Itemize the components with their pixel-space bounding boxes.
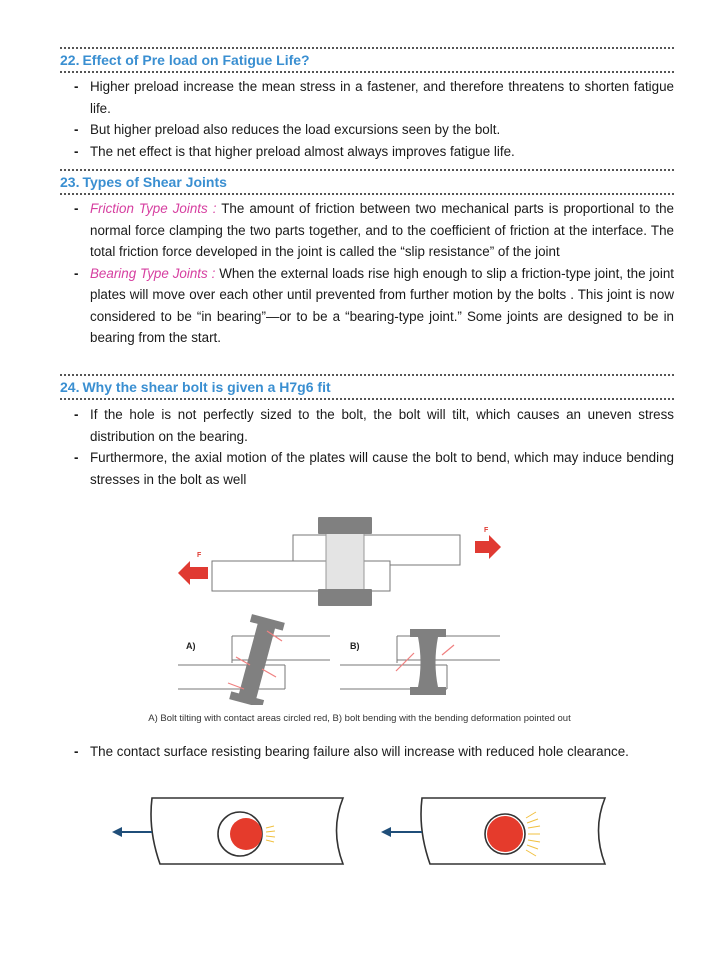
bolt-head	[318, 517, 372, 534]
bullet-item: - Higher preload increase the mean stress in a fastener, and therefore threatens to shorten fatigue life.	[74, 76, 674, 119]
bullet-item: - But higher preload also reduces the load excursions seen by the bolt.	[74, 119, 674, 141]
bearing-joint-term: Bearing Type Joints :	[90, 265, 216, 281]
bullet-item: - Furthermore, the axial motion of the plates will cause the bolt to bend, which may induce bending stresses in the bolt as well	[74, 447, 674, 490]
section-22-bullets	[74, 76, 674, 162]
label-a: A)	[186, 641, 196, 651]
right-force-arrow	[475, 535, 501, 559]
bullet-item	[74, 198, 674, 263]
section-number: 23.	[60, 174, 80, 190]
label-b: B)	[350, 641, 360, 651]
bullet-item: - The net effect is that higher preload almost always improves fatigue life.	[74, 141, 674, 163]
bullet-item: - If the hole is not perfectly sized to the bolt, the bolt will tilt, which causes an uneven stress distribution on the bearing.	[74, 404, 674, 447]
section-title: Why the shear bolt is given a H7g6 fit	[82, 379, 331, 395]
section-24-heading	[60, 374, 674, 400]
section-number: 22.	[60, 52, 80, 68]
friction-joint-term: Friction Type Joints :	[90, 201, 217, 216]
force-label: F	[197, 552, 202, 559]
section-23-bullets	[74, 198, 674, 349]
section-title: Effect of Pre load on Fatigue Life?	[82, 52, 310, 68]
section-24-bullets	[74, 404, 674, 490]
bullet-text: When the external loads rise high enough to slip a friction-type joint, the joint plates will move over each other until prevented from further motion by the bolts . This joint is now considered to be “in bearing”—or to be a “bearing-type joint.” Some joints are designed to be in bearing from the start.	[90, 265, 674, 345]
shear-joint-figure	[0, 505, 719, 705]
pin-tight	[487, 816, 523, 852]
section-24-extra-bullets	[74, 741, 674, 763]
figure-caption: A) Bolt tilting with contact areas circled red, B) bolt bending with the bending deformation pointed out	[148, 713, 571, 724]
section-number: 24.	[60, 379, 80, 395]
bullet-item: - The contact surface resisting bearing failure also will increase with reduced hole clearance.	[74, 741, 674, 763]
section-22-heading	[60, 47, 674, 73]
bolt-nut	[318, 589, 372, 606]
force-label: F	[484, 527, 489, 534]
section-title: Types of Shear Joints	[82, 174, 227, 190]
left-force-arrow	[178, 561, 208, 585]
pin-loose	[230, 818, 262, 850]
bullet-item	[74, 263, 674, 349]
hole-clearance-figure	[0, 790, 719, 880]
bent-bolt	[410, 629, 446, 695]
bullet-text: The amount of friction between two mechanical parts is proportional to the normal force clamping the two parts together, and to the coefficient of friction at the interface. The total friction force developed in the joint is called the “slip resistance” of the joint	[90, 201, 675, 259]
section-23-heading	[60, 169, 674, 195]
